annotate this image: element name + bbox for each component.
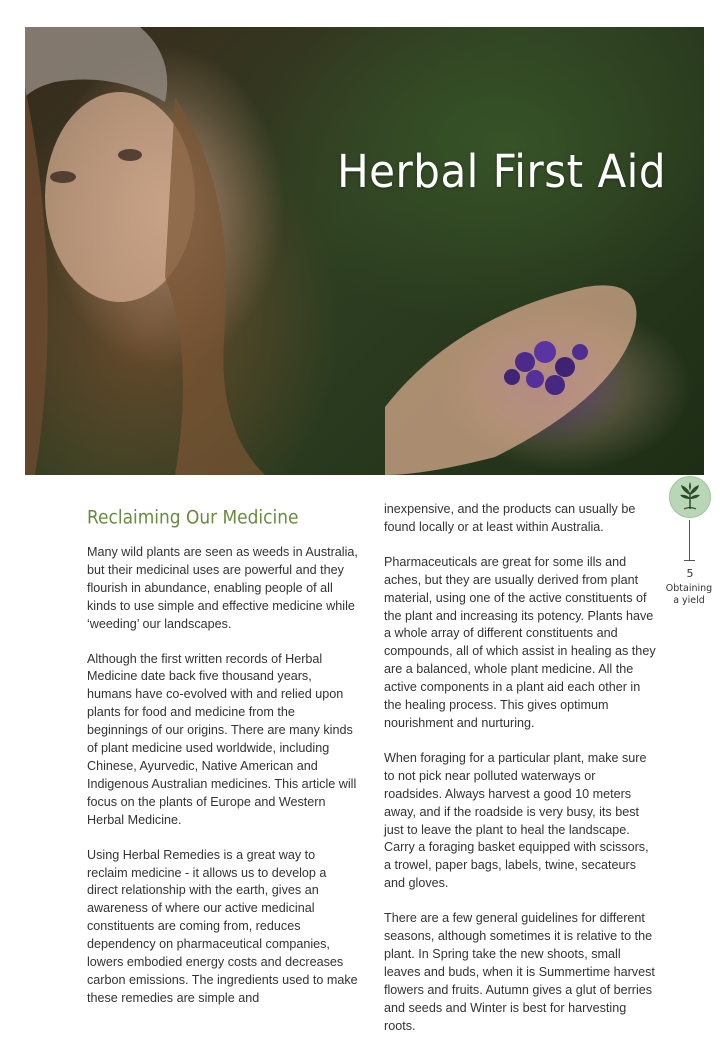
paragraph: inexpensive, and the products can usually be found locally or at least within Australia. bbox=[384, 502, 636, 534]
paragraph: When foraging for a particular plant, make sure to not pick near polluted waterways or roadsides. Always harvest a good 10 meters away, and if the roadside is very busy, its best just to leave the plant to heal the landscape. Carry a foraging basket equipped with scissors, a trowel, paper bags, labels, twine, secateurs and gloves. bbox=[384, 750, 649, 891]
section-badge bbox=[669, 476, 711, 518]
paragraph: Using Herbal Remedies is a great way to reclaim medicine - it allows us to develop a direct relationship with the earth, gives an awareness of where our active medicinal constituents are coming from, reduces dependency on pharmaceutical companies, lowers embodied energy costs and decreases carbon emissions. The ingredients used to make these remedies are simple and bbox=[87, 847, 358, 1005]
article-column-right bbox=[384, 501, 656, 1052]
article-column-left bbox=[87, 544, 359, 1025]
paragraph: Pharmaceuticals are great for some ills and aches, but they are usually derived from plant material, using one of the active constituents of the plant and increasing its potency. Plants have a whole array of different constituents and compounds, all of which assist in healing as they are a balanced, whole plant medicine. All the active components in a plant aid each other in the healing process. This gives optimum nourishment and nurturing. bbox=[384, 554, 656, 730]
paragraph: There are a few general guidelines for different seasons, although sometimes it is relative to the plant. In Spring take the new shoots, small leaves and buds, when it is Summertime harvest flowers and fruits. Autumn gives a glut of berries and seeds and Winter is best for harvesting roots. bbox=[384, 911, 655, 1033]
hero-illustration bbox=[25, 27, 704, 475]
hero-photo bbox=[25, 27, 704, 475]
section-heading: Reclaiming Our Medicine bbox=[87, 507, 299, 529]
sidebar-tick bbox=[684, 560, 695, 561]
section-label-line: a yield bbox=[673, 595, 705, 606]
page-number: 5 bbox=[686, 567, 694, 580]
paragraph: Many wild plants are seen as weeds in Australia, but their medicinal uses are powerful and they flourish in abundance, enabling people of all kinds to use simple and effective medicine while ‘weeding’ our landscapes. bbox=[87, 545, 358, 631]
page-title: Herbal First Aid bbox=[337, 145, 666, 198]
plant-icon bbox=[670, 477, 710, 517]
sidebar-divider bbox=[689, 520, 690, 560]
paragraph: Although the first written records of Herbal Medicine date back five thousand years, humans have co-evolved with and relied upon plants for food and medicine from the beginnings of our origins. There are many kinds of plant medicine used worldwide, including Chinese, Ayurvedic, Native American and Indigenous Australian medicines. This article will focus on the plants of Europe and Western Herbal Medicine. bbox=[87, 651, 357, 827]
section-label-line: Obtaining bbox=[665, 583, 713, 594]
section-label bbox=[664, 583, 714, 607]
